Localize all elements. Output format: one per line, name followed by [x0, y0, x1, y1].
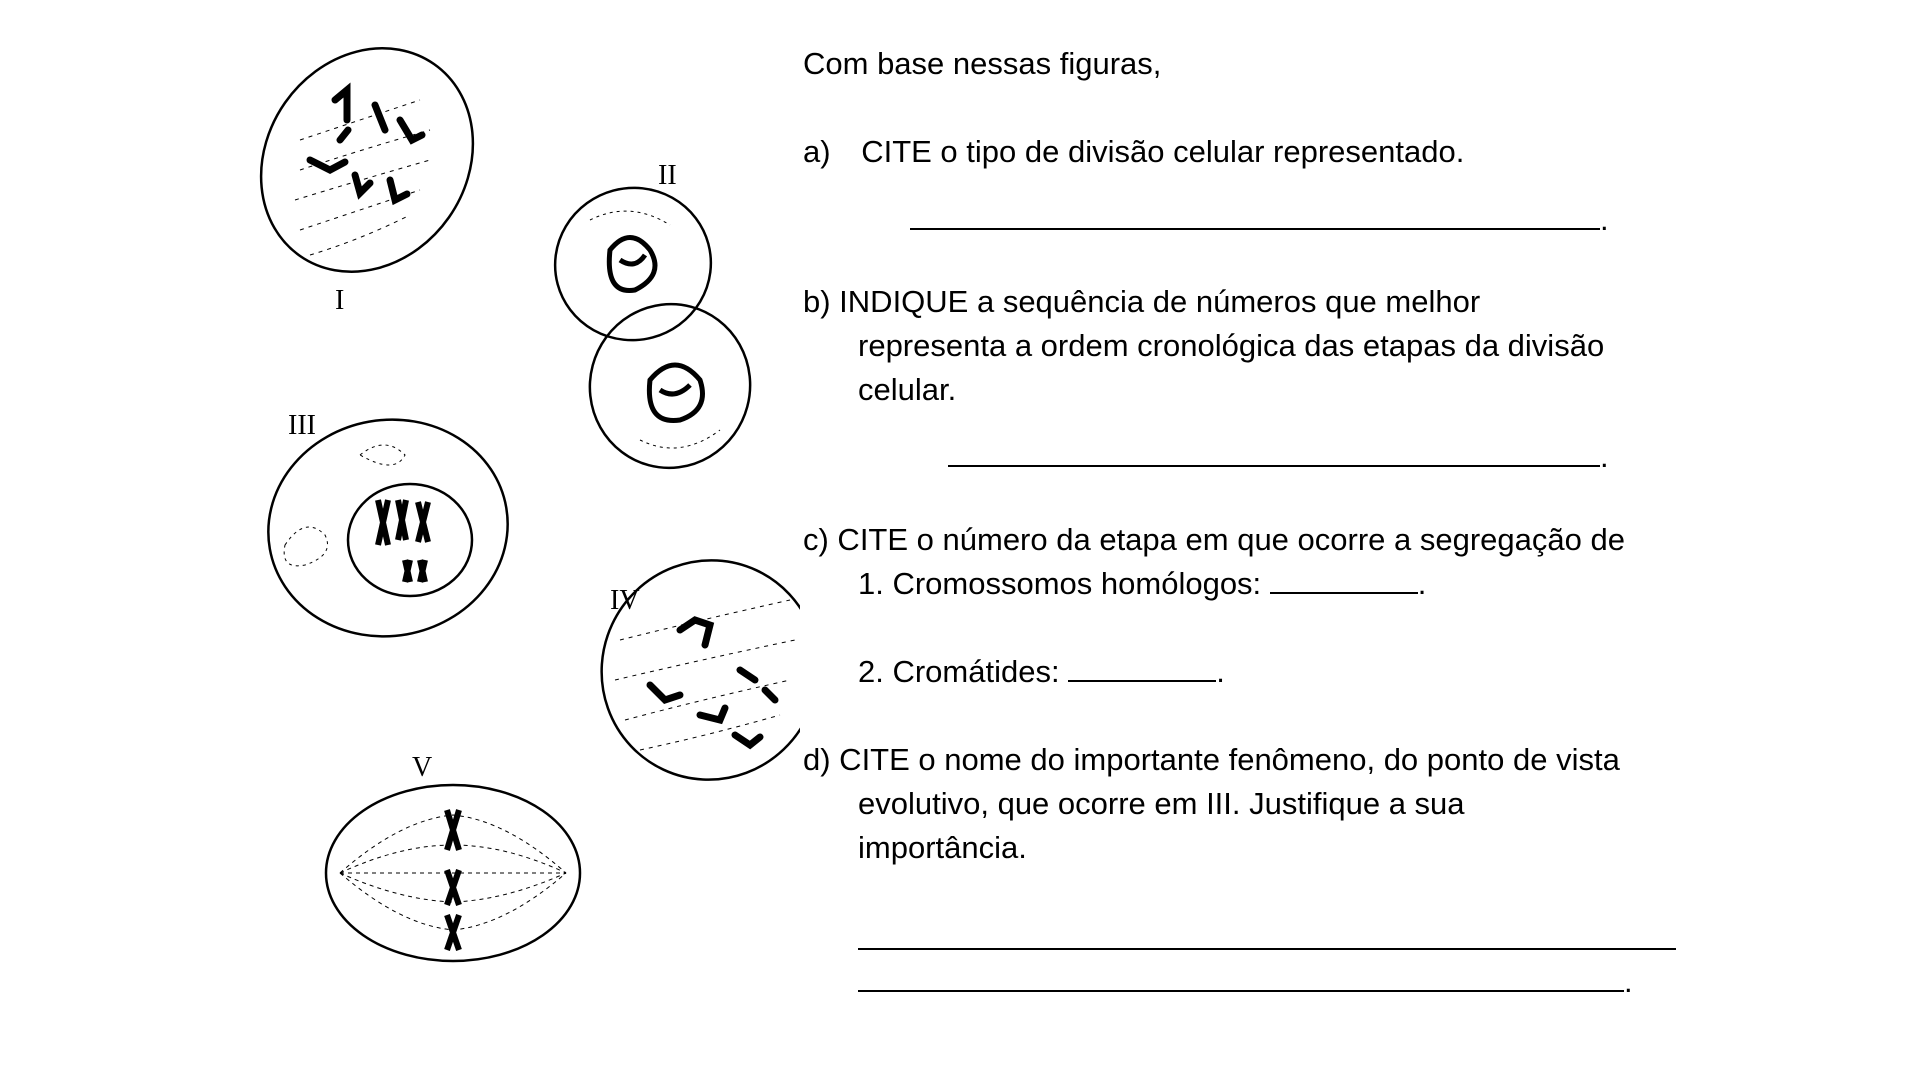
question-c-item2-label: 2. Cromátides:: [858, 654, 1060, 689]
cell-IV: [566, 525, 800, 816]
question-c-line1: c) CITE o número da etapa em que ocorre a segregação de: [803, 522, 1625, 557]
figure-label-V: V: [412, 752, 433, 783]
figure-label-I: I: [335, 285, 345, 316]
cell-I: [218, 7, 516, 313]
answer-a-blank[interactable]: [910, 198, 1600, 230]
question-a: [803, 130, 1464, 174]
answer-d-blank-2[interactable]: [858, 960, 1624, 992]
answer-b-end: .: [1600, 439, 1609, 474]
answer-a: [910, 198, 1609, 242]
question-c-item1: [858, 562, 1426, 606]
answer-a-end: .: [1600, 202, 1609, 237]
question-a-prefix: a): [803, 134, 831, 169]
question-d-line3: importância.: [858, 830, 1027, 865]
answer-b-blank[interactable]: [948, 435, 1600, 467]
answer-d-blank-1[interactable]: [858, 918, 1676, 950]
question-b-line3: celular.: [858, 372, 957, 407]
question-d-line2: evolutivo, que ocorre em III. Justifique a sua: [858, 786, 1465, 821]
answer-c-item2-blank[interactable]: [1068, 650, 1216, 682]
question-b-line2: representa a ordem cronológica das etapas da divisão: [858, 328, 1605, 363]
question-c-item1-label: 1. Cromossomos homólogos:: [858, 566, 1262, 601]
intro-text: Com base nessas figuras,: [803, 46, 1162, 81]
cell-V: [326, 785, 580, 961]
question-c-item2: [858, 650, 1225, 694]
question-d-line1: d) CITE o nome do importante fenômeno, do ponto de vista: [803, 742, 1620, 777]
answer-b: [948, 435, 1609, 479]
answer-d-line2: [858, 960, 1633, 1004]
figure-label-II: II: [658, 160, 677, 191]
cell-II: [538, 170, 769, 486]
figure-label-III: III: [288, 410, 316, 441]
question-a-text: CITE o tipo de divisão celular representado.: [861, 134, 1465, 169]
figure-label-IV: IV: [610, 585, 640, 616]
answer-c-item1-blank[interactable]: [1270, 562, 1418, 594]
answer-c-item1-end: .: [1417, 566, 1427, 601]
cell-division-figures: [0, 0, 800, 1000]
answer-d-line1: [858, 918, 1676, 962]
answer-c-item2-end: .: [1216, 654, 1225, 689]
answer-d-end: .: [1624, 964, 1633, 999]
question-b-line1: b) INDIQUE a sequência de números que melhor: [803, 284, 1481, 319]
